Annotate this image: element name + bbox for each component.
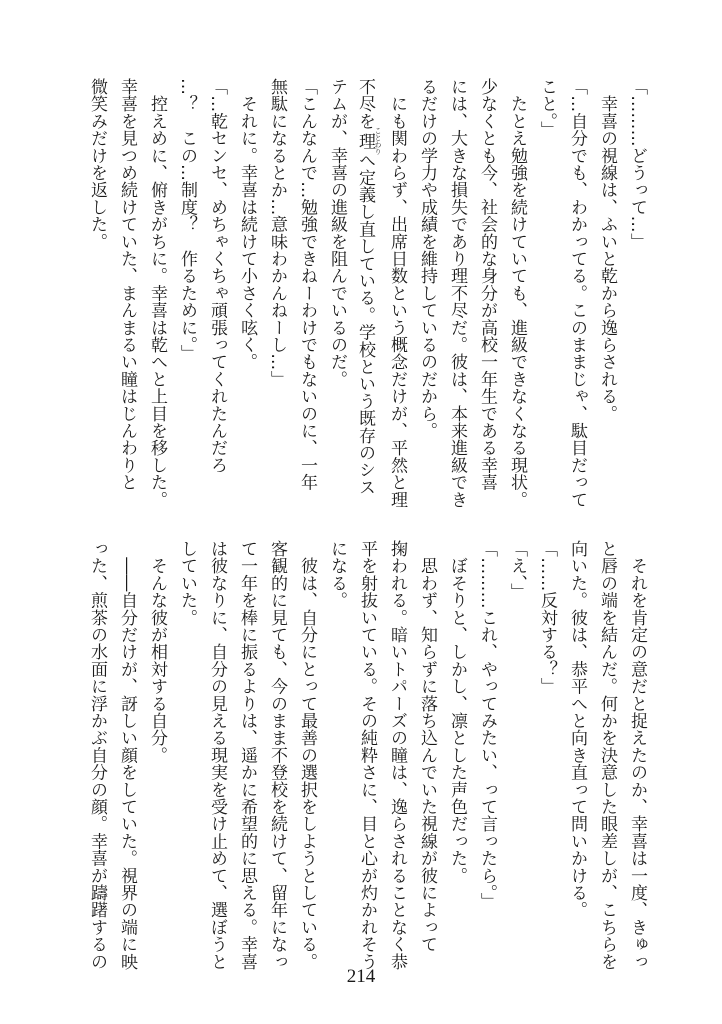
text-line: 微笑みだけを返した。	[87, 78, 107, 250]
text-line: 幸喜の視線は、ふいと乾から逸らされる。	[597, 78, 617, 422]
text-line: 幸喜を見つめ続けていた、まんまるい瞳はじんわりと	[117, 78, 137, 491]
text-line: 「…自分でも、わかってる。このままじゃ、駄目だって	[567, 78, 587, 508]
text-line: 無駄になるとか…意味わかんねーし…」	[267, 78, 287, 388]
text-line: それを肯定の意だと捉えたのか、幸喜は一度、きゅっ	[627, 540, 647, 970]
text-line: になる。	[327, 540, 347, 609]
text-line: していた。	[177, 540, 197, 626]
text-line: それに。幸喜は続けて小さく呟く。	[237, 78, 257, 371]
page-number: 214	[346, 966, 376, 987]
text-line: テムが、幸喜の進級を阻んでいるのだ。	[327, 78, 347, 388]
text-line: 控えめに、俯きがちに。幸喜は乾へと上目を移した。	[147, 78, 167, 508]
lower-text-block	[82, 540, 652, 970]
text-line: と唇の端を結んだ。何かを決意した眼差しが、こちらを	[597, 540, 617, 970]
text-line-with-ruby	[352, 78, 382, 498]
text-line: …？ この…制度？ 作るために。」	[177, 78, 197, 362]
text-line: 「………どうって…」	[627, 78, 647, 250]
text-line: ぼそりと、しかし、凛とした声色だった。	[447, 540, 467, 884]
text-line: 向いた。彼は、恭平へと向き直って問いかける。	[567, 540, 587, 919]
text-line: ――自分だけが、訝しい顔をしていた。視界の端に映	[117, 540, 137, 970]
text-line: 「……反対する？」	[537, 540, 557, 695]
text-line: 少なくとも今、社会的な身分が高校一年生である幸喜	[477, 78, 497, 491]
text-line: 客観的に見ても、今のまま不登校を続けて、留年になっ	[267, 540, 287, 970]
text-line: には、大きな損失であり理不尽だ。彼は、本来進級でき	[447, 78, 467, 508]
text-line: るだけの学力や成績を維持しているのだから。	[417, 78, 437, 440]
text-line: 「こんなんで…勉強できねーわけでもないのに、一年	[297, 78, 317, 491]
text-line: 「え、」	[507, 540, 527, 601]
text-line: 思わず、知らずに落ち込んでいた視線が彼によって	[417, 540, 437, 953]
text-line: そんな彼が相対する自分。	[147, 540, 167, 764]
text-line: たとえ勉強を続けていても、進級できなくなる現状。	[507, 78, 527, 508]
ruby-annotation	[355, 126, 382, 155]
text-line: 「………これ、やってみたい、って言ったら。」	[477, 540, 497, 910]
text-line: は彼なりに、自分の見える現実を受け止めて、選ぼうと	[207, 540, 227, 970]
text-line: 「…乾センセ、めちゃくちゃ頑張ってくれたんだろ	[207, 78, 227, 474]
text-line: にも関わらず、出席日数という概念だけが、平然と理	[387, 78, 407, 508]
text-line: て一年を棒に振るよりは、遥かに希望的に思える。幸喜	[237, 540, 257, 970]
upper-text-block	[82, 78, 652, 508]
text-line: った、煎茶の水面に浮かぶ自分の顔。幸喜が躊躇するの	[87, 540, 107, 970]
text-segment: 不尽を	[355, 78, 375, 130]
text-segment: へ定義し直している。学校という既存のシス	[355, 151, 375, 496]
text-line: 掬われる。暗いトパーズの瞳は、逸らされることなく恭	[387, 540, 407, 970]
text-line: こと。」	[537, 78, 557, 139]
text-line: 彼は、自分にとって最善の選択をしようとしている。	[297, 540, 317, 970]
ruby-base: 理	[355, 126, 375, 155]
text-line: 平を射抜いている。その純粋さに、目と心が灼かれそう	[357, 540, 377, 970]
ruby-text: ことわり	[374, 126, 382, 155]
